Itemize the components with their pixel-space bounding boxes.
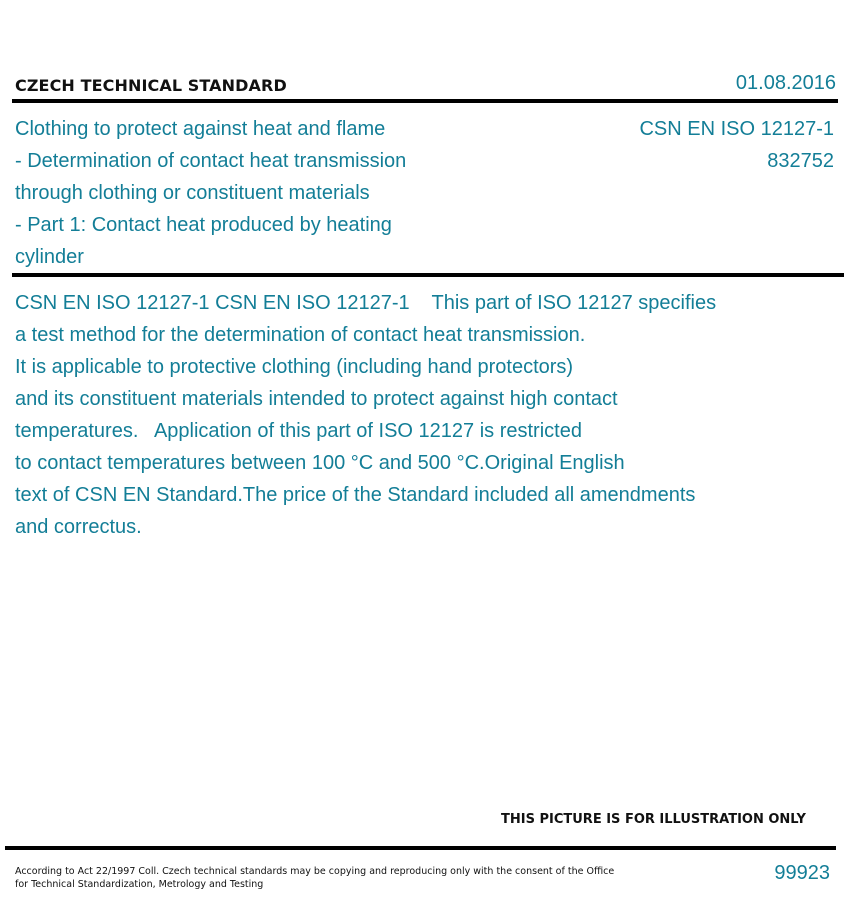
footer-divider xyxy=(5,846,836,850)
publication-date: 01.08.2016 xyxy=(735,72,836,94)
illustration-note: THIS PICTURE IS FOR ILLUSTRATION ONLY xyxy=(501,812,806,827)
description-line: temperatures. Application of this part of ISO 12127 is restricted xyxy=(15,420,582,442)
standard-title-line: through clothing or constituent materials xyxy=(15,182,370,204)
standard-code: CSN EN ISO 12127-1 xyxy=(639,118,834,140)
standard-title-line: - Part 1: Contact heat produced by heating xyxy=(15,214,392,236)
description-line: a test method for the determination of contact heat transmission. xyxy=(15,324,586,346)
legal-notice-line: for Technical Standardization, Metrology and Testing xyxy=(15,879,264,890)
description-line: and correctus. xyxy=(15,516,142,538)
standard-description xyxy=(15,287,815,543)
standard-title-line: cylinder xyxy=(15,246,84,268)
description-line: text of CSN EN Standard.The price of the Standard included all amendments xyxy=(15,484,696,506)
header-divider xyxy=(12,99,838,103)
standard-title-line: Clothing to protect against heat and flame xyxy=(15,118,386,140)
title-divider xyxy=(12,273,844,277)
standard-identifiers xyxy=(639,113,834,177)
document-type-heading: CZECH TECHNICAL STANDARD xyxy=(15,76,287,95)
standard-title xyxy=(15,113,475,273)
legal-notice xyxy=(15,865,614,891)
description-line: and its constituent materials intended to protect against high contact xyxy=(15,388,618,410)
class-number: 832752 xyxy=(767,150,834,172)
description-line: It is applicable to protective clothing (including hand protectors) xyxy=(15,356,574,378)
standard-title-line: - Determination of contact heat transmission xyxy=(15,150,407,172)
catalog-number: 99923 xyxy=(774,862,830,884)
description-line: CSN EN ISO 12127-1 CSN EN ISO 12127-1 This part of ISO 12127 specifies xyxy=(15,292,717,314)
legal-notice-line: According to Act 22/1997 Coll. Czech technical standards may be copying and reproducing only with the consent of the Office xyxy=(15,866,615,877)
description-line: to contact temperatures between 100 °C and 500 °C.Original English xyxy=(15,452,625,474)
